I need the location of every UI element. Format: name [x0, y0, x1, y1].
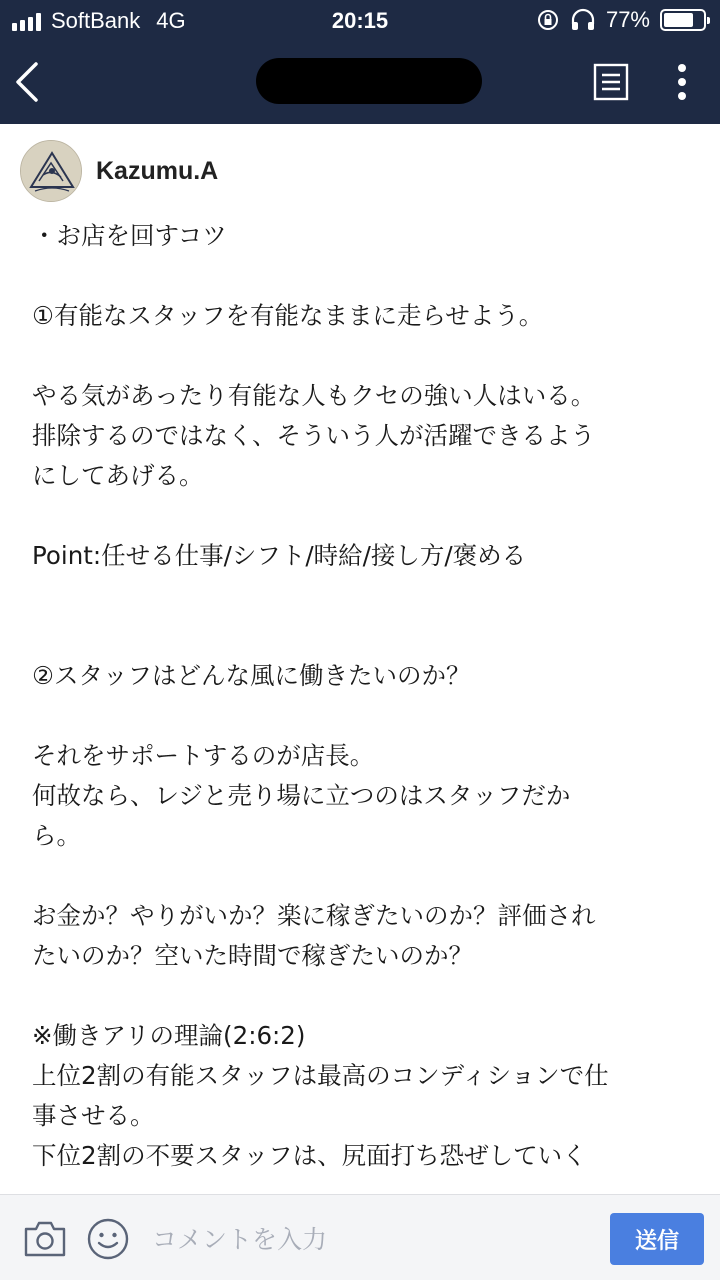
post-line: 下位2割の不要スタッフは、尻面打ち恐ぜしていく: [32, 1141, 587, 1170]
battery-fill: [664, 13, 693, 27]
camera-icon: [22, 1217, 68, 1259]
post-body: [32, 216, 682, 1176]
more-button[interactable]: [664, 62, 700, 102]
author-name[interactable]: Kazumu.A: [96, 156, 219, 185]
status-right: [536, 7, 706, 33]
post-line: ②スタッフはどんな風に働きたいのか？: [32, 661, 471, 690]
smiley-icon: [86, 1217, 130, 1261]
status-bar: [0, 0, 720, 40]
nav-bar: [0, 40, 720, 124]
comment-input[interactable]: [152, 1217, 592, 1261]
post-line: [32, 256, 682, 296]
clock: 20:15: [331, 8, 389, 33]
post-line: ら。: [32, 821, 81, 850]
post-line: 事させる。: [32, 1101, 155, 1130]
post-line: ①有能なスタッフを有能なままに走らせよう。: [32, 301, 544, 330]
orientation-lock-icon: [536, 8, 560, 32]
author-row[interactable]: [20, 140, 218, 202]
avatar-image: [21, 141, 82, 202]
headphones-icon: [570, 8, 596, 32]
more-vertical-icon: [664, 62, 700, 102]
network-type: 4G: [156, 8, 186, 33]
post-line: [32, 696, 682, 736]
post-line: ※働きアリの理論(2:6:2): [32, 1021, 306, 1050]
post: [0, 124, 720, 1194]
avatar[interactable]: [20, 140, 82, 202]
battery-icon: [660, 9, 706, 31]
comment-bar: [0, 1194, 720, 1280]
post-line: お金か？やりがいか？楽に稼ぎたいのか？評価され: [32, 901, 596, 930]
post-line: 何故なら、レジと売り場に立つのはスタッフだか: [32, 781, 571, 810]
post-line: [32, 496, 682, 536]
post-line: やる気があったり有能な人もクセの強い人はいる。: [32, 381, 596, 410]
post-line: [32, 616, 682, 656]
post-line: それをサポートするのが店長。: [32, 741, 375, 770]
emoji-button[interactable]: [86, 1217, 130, 1261]
post-line: [32, 976, 682, 1016]
post-line: Point:任せる仕事/シフト/時給/接し方/褒める: [32, 541, 527, 570]
post-line: たいのか？空いた時間で稼ぎたいのか？: [32, 941, 473, 970]
redacted-title: [256, 58, 482, 104]
notes-icon: [592, 62, 630, 102]
post-line: [32, 576, 682, 616]
send-button[interactable]: 送信: [610, 1213, 704, 1265]
notes-button[interactable]: [592, 62, 630, 102]
camera-button[interactable]: [22, 1217, 68, 1259]
post-line: 排除するのではなく、そういう人が活躍できるよう: [32, 421, 596, 450]
chevron-left-icon: [10, 58, 50, 106]
post-line: にしてあげる。: [32, 461, 204, 490]
post-line: [32, 856, 682, 896]
post-line: ・お店を回すコツ: [32, 221, 227, 250]
back-button[interactable]: [10, 58, 50, 106]
post-line: 上位2割の有能スタッフは最高のコンディションで仕: [32, 1061, 609, 1090]
battery-percent: 77%: [605, 7, 650, 32]
post-line: [32, 336, 682, 376]
carrier-name: SoftBank: [51, 8, 141, 33]
